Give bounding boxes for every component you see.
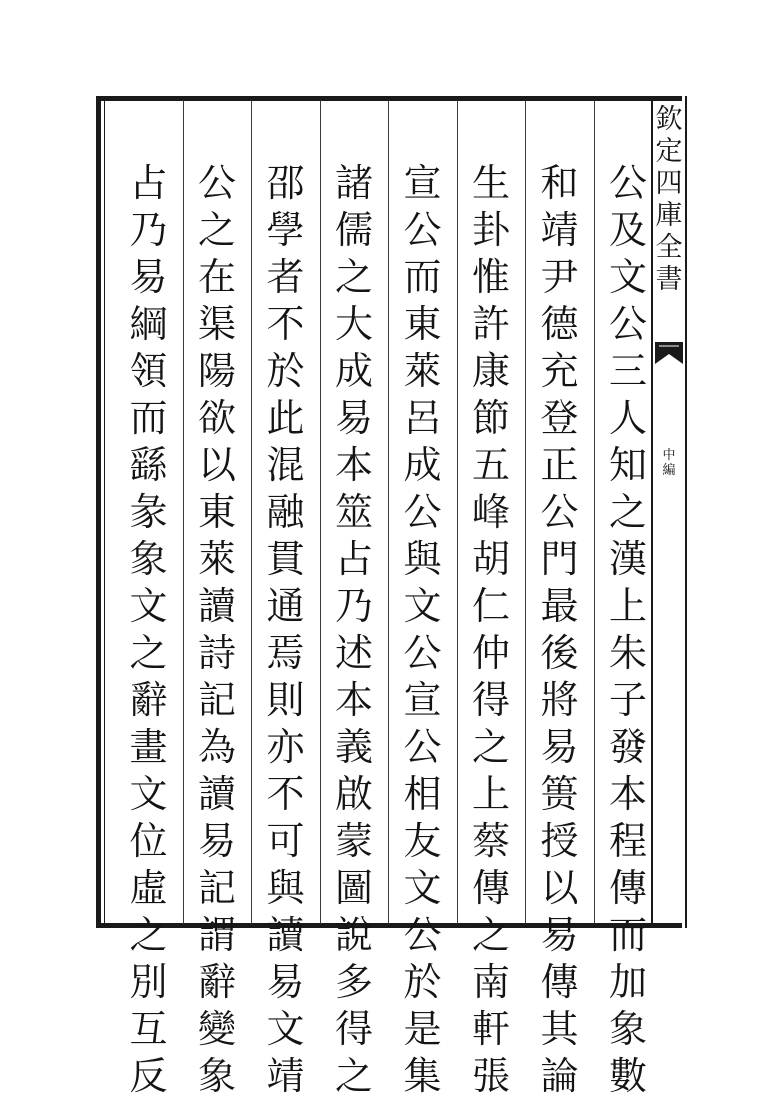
column-rule xyxy=(457,100,458,924)
book-title-char: 欽 xyxy=(655,104,683,135)
glyph: 焉 xyxy=(266,631,305,675)
glyph: 蒙 xyxy=(334,819,373,863)
glyph: 公 xyxy=(403,725,442,769)
glyph: 詩 xyxy=(197,631,236,675)
glyph: 者 xyxy=(266,255,305,299)
glyph: 上 xyxy=(608,584,647,628)
glyph: 彖 xyxy=(129,490,168,534)
glyph: 此 xyxy=(266,396,305,440)
glyph: 子 xyxy=(608,678,647,722)
glyph: 傳 xyxy=(608,866,647,910)
glyph: 文 xyxy=(608,255,647,299)
glyph: 於 xyxy=(266,349,305,393)
glyph: 互 xyxy=(129,1007,168,1051)
glyph: 易 xyxy=(334,396,373,440)
glyph: 公 xyxy=(403,490,442,534)
glyph: 最 xyxy=(540,584,579,628)
glyph: 文 xyxy=(266,1007,305,1051)
column-rule xyxy=(525,100,526,924)
glyph: 公 xyxy=(608,161,647,205)
column-rule xyxy=(388,100,389,924)
glyph: 多 xyxy=(334,960,373,1004)
glyph: 易 xyxy=(540,913,579,957)
glyph: 是 xyxy=(403,1007,442,1051)
glyph: 之 xyxy=(334,255,373,299)
column-rule xyxy=(594,100,595,924)
glyph: 大 xyxy=(334,302,373,346)
text-column xyxy=(600,160,656,1100)
book-title-char: 定 xyxy=(655,136,683,167)
glyph: 之 xyxy=(129,913,168,957)
glyph: 乃 xyxy=(129,208,168,252)
glyph: 象 xyxy=(129,537,168,581)
glyph: 象 xyxy=(608,1007,647,1051)
glyph: 宣 xyxy=(403,678,442,722)
glyph: 筮 xyxy=(334,490,373,534)
text-column xyxy=(395,160,451,1100)
glyph: 陽 xyxy=(197,349,236,393)
glyph: 公 xyxy=(540,490,579,534)
book-title-char: 庫 xyxy=(655,200,683,231)
glyph: 易 xyxy=(266,960,305,1004)
glyph: 靖 xyxy=(540,208,579,252)
glyph: 許 xyxy=(471,302,510,346)
frame-inner-rule xyxy=(104,100,105,924)
glyph: 占 xyxy=(334,537,373,581)
glyph: 公 xyxy=(197,161,236,205)
glyph: 篑 xyxy=(540,772,579,816)
glyph: 公 xyxy=(403,913,442,957)
glyph: 傳 xyxy=(471,866,510,910)
glyph: 之 xyxy=(471,913,510,957)
glyph: 啟 xyxy=(334,772,373,816)
column-rule xyxy=(183,100,184,924)
glyph: 記 xyxy=(197,866,236,910)
glyph: 為 xyxy=(197,725,236,769)
text-column xyxy=(121,160,177,1100)
glyph: 之 xyxy=(197,208,236,252)
glyph: 之 xyxy=(608,490,647,534)
glyph: 節 xyxy=(471,396,510,440)
column-rule xyxy=(251,100,252,924)
glyph: 萊 xyxy=(197,537,236,581)
glyph: 可 xyxy=(266,819,305,863)
glyph: 加 xyxy=(608,960,647,1004)
glyph: 而 xyxy=(129,396,168,440)
glyph: 蔡 xyxy=(471,819,510,863)
glyph: 文 xyxy=(129,584,168,628)
glyph: 門 xyxy=(540,537,579,581)
glyph: 相 xyxy=(403,772,442,816)
glyph: 通 xyxy=(266,584,305,628)
column-rule xyxy=(320,100,321,924)
glyph: 反 xyxy=(129,1054,168,1098)
glyph: 讀 xyxy=(197,584,236,628)
glyph: 胡 xyxy=(471,537,510,581)
glyph: 本 xyxy=(334,678,373,722)
glyph: 邵 xyxy=(266,161,305,205)
glyph: 傳 xyxy=(540,960,579,1004)
glyph: 及 xyxy=(608,208,647,252)
glyph: 在 xyxy=(197,255,236,299)
glyph: 易 xyxy=(197,819,236,863)
glyph: 文 xyxy=(129,772,168,816)
glyph: 乃 xyxy=(334,584,373,628)
glyph: 圖 xyxy=(334,866,373,910)
glyph: 而 xyxy=(608,913,647,957)
glyph: 張 xyxy=(471,1054,510,1098)
glyph: 漢 xyxy=(608,537,647,581)
glyph: 靖 xyxy=(266,1054,305,1098)
glyph: 後 xyxy=(540,631,579,675)
glyph: 亦 xyxy=(266,725,305,769)
glyph: 謂 xyxy=(197,913,236,957)
glyph: 易 xyxy=(129,255,168,299)
glyph: 得 xyxy=(471,678,510,722)
glyph: 人 xyxy=(608,396,647,440)
glyph: 仁 xyxy=(471,584,510,628)
book-title-char: 四 xyxy=(655,168,683,199)
glyph: 萊 xyxy=(403,349,442,393)
glyph: 文 xyxy=(403,866,442,910)
glyph: 程 xyxy=(608,819,647,863)
glyph: 記 xyxy=(197,678,236,722)
glyph: 畫 xyxy=(129,725,168,769)
glyph: 東 xyxy=(197,490,236,534)
text-column xyxy=(532,160,588,1100)
glyph: 公 xyxy=(403,208,442,252)
glyph: 康 xyxy=(471,349,510,393)
glyph: 讀 xyxy=(266,913,305,957)
section-label-char: 中 xyxy=(662,448,676,463)
glyph: 友 xyxy=(403,819,442,863)
glyph: 尹 xyxy=(540,255,579,299)
glyph: 渠 xyxy=(197,302,236,346)
glyph: 五 xyxy=(471,443,510,487)
glyph: 知 xyxy=(608,443,647,487)
text-column xyxy=(258,160,314,1100)
book-title-char: 書 xyxy=(655,264,683,295)
glyph: 別 xyxy=(129,960,168,1004)
glyph: 上 xyxy=(471,772,510,816)
glyph: 本 xyxy=(608,772,647,816)
glyph: 與 xyxy=(266,866,305,910)
glyph: 以 xyxy=(540,866,579,910)
glyph: 之 xyxy=(471,725,510,769)
glyph: 東 xyxy=(403,302,442,346)
text-column xyxy=(463,160,519,1100)
glyph: 之 xyxy=(129,631,168,675)
glyph: 不 xyxy=(266,302,305,346)
glyph: 數 xyxy=(608,1054,647,1098)
text-column xyxy=(189,160,245,1100)
glyph: 而 xyxy=(403,255,442,299)
glyph: 諸 xyxy=(334,161,373,205)
glyph: 和 xyxy=(540,161,579,205)
glyph: 授 xyxy=(540,819,579,863)
glyph: 軒 xyxy=(471,1007,510,1051)
glyph: 文 xyxy=(403,584,442,628)
glyph: 述 xyxy=(334,631,373,675)
glyph: 辭 xyxy=(129,678,168,722)
glyph: 公 xyxy=(403,631,442,675)
glyph: 綱 xyxy=(129,302,168,346)
glyph: 於 xyxy=(403,960,442,1004)
glyph: 惟 xyxy=(471,255,510,299)
glyph: 混 xyxy=(266,443,305,487)
text-column xyxy=(326,160,382,1100)
glyph: 象 xyxy=(197,1054,236,1098)
glyph: 說 xyxy=(334,913,373,957)
glyph: 融 xyxy=(266,490,305,534)
glyph: 登 xyxy=(540,396,579,440)
section-label xyxy=(653,448,685,478)
glyph: 峰 xyxy=(471,490,510,534)
glyph: 南 xyxy=(471,960,510,1004)
glyph: 以 xyxy=(197,443,236,487)
glyph: 其 xyxy=(540,1007,579,1051)
glyph: 成 xyxy=(334,349,373,393)
glyph: 則 xyxy=(266,678,305,722)
glyph: 之 xyxy=(334,1054,373,1098)
glyph: 論 xyxy=(540,1054,579,1098)
glyph: 朱 xyxy=(608,631,647,675)
glyph: 貫 xyxy=(266,537,305,581)
glyph: 得 xyxy=(334,1007,373,1051)
glyph: 占 xyxy=(129,161,168,205)
glyph: 德 xyxy=(540,302,579,346)
glyph: 位 xyxy=(129,819,168,863)
glyph: 正 xyxy=(540,443,579,487)
glyph: 義 xyxy=(334,725,373,769)
book-title-char: 全 xyxy=(655,232,683,263)
glyph: 三 xyxy=(608,349,647,393)
glyph: 不 xyxy=(266,772,305,816)
glyph: 呂 xyxy=(403,396,442,440)
glyph: 虛 xyxy=(129,866,168,910)
glyph: 讀 xyxy=(197,772,236,816)
glyph: 本 xyxy=(334,443,373,487)
glyph: 易 xyxy=(540,725,579,769)
glyph: 生 xyxy=(471,161,510,205)
glyph: 集 xyxy=(403,1054,442,1098)
glyph: 欲 xyxy=(197,396,236,440)
glyph: 卦 xyxy=(471,208,510,252)
glyph: 儒 xyxy=(334,208,373,252)
fishtail-ornament xyxy=(653,340,685,366)
book-title xyxy=(653,104,685,296)
glyph: 辭 xyxy=(197,960,236,1004)
glyph: 繇 xyxy=(129,443,168,487)
glyph: 宣 xyxy=(403,161,442,205)
glyph: 仲 xyxy=(471,631,510,675)
glyph: 將 xyxy=(540,678,579,722)
glyph: 領 xyxy=(129,349,168,393)
glyph: 變 xyxy=(197,1007,236,1051)
glyph: 成 xyxy=(403,443,442,487)
glyph: 公 xyxy=(608,302,647,346)
glyph: 學 xyxy=(266,208,305,252)
section-label-char: 編 xyxy=(662,463,676,478)
glyph: 發 xyxy=(608,725,647,769)
glyph: 與 xyxy=(403,537,442,581)
glyph: 充 xyxy=(540,349,579,393)
